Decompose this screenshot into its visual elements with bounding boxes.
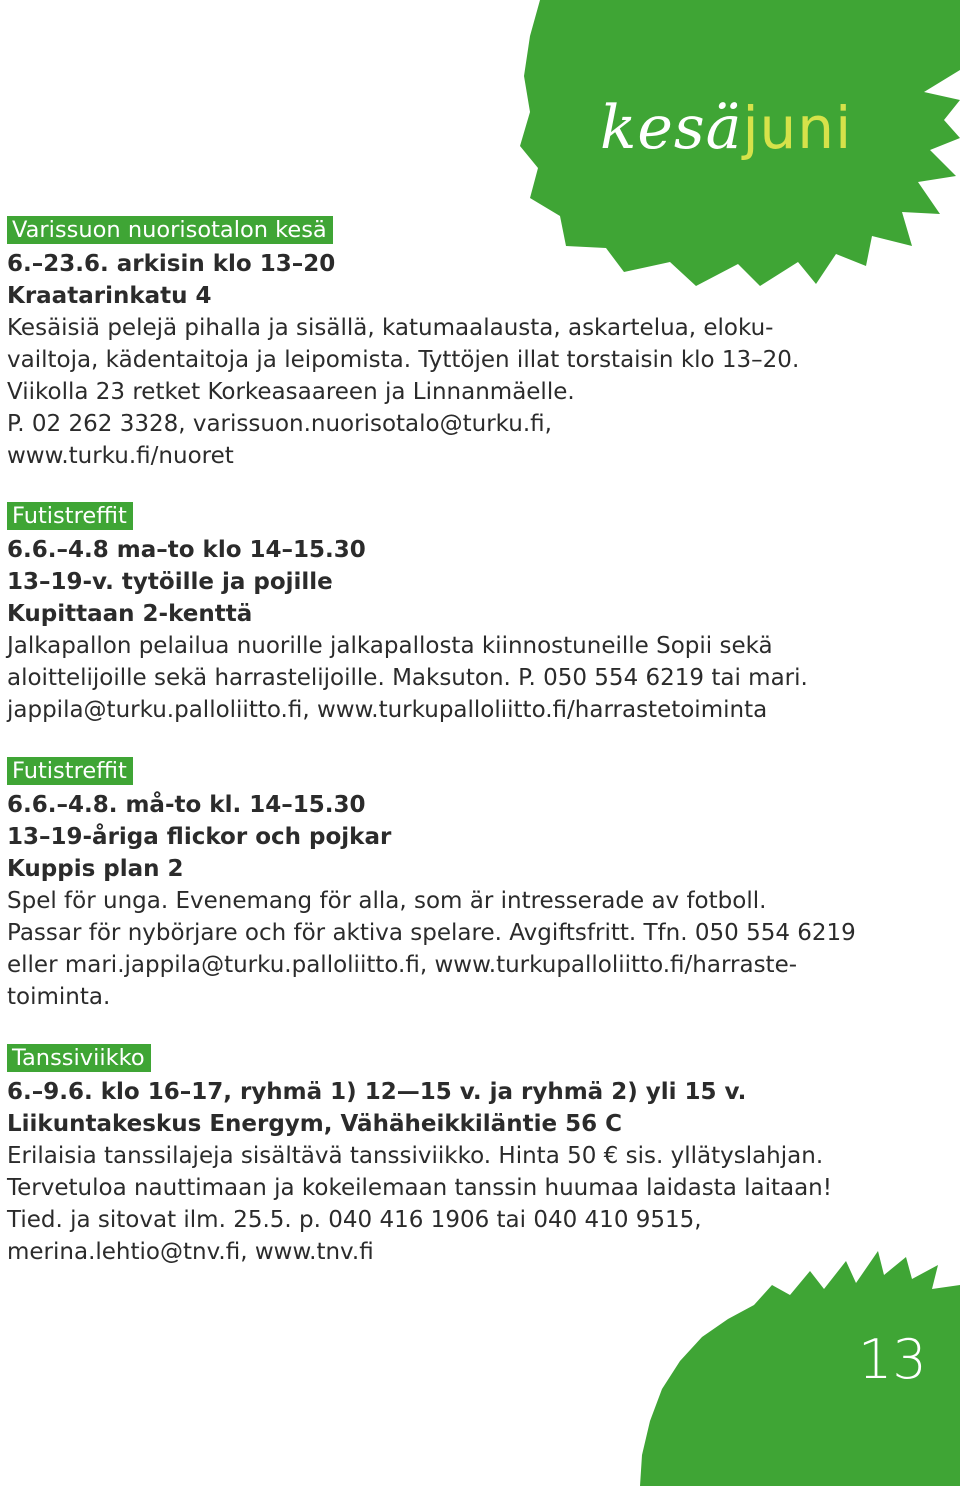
- section-tag: Futistreffit: [7, 757, 133, 785]
- section-tag: Varissuon nuorisotalon kesä: [7, 216, 333, 244]
- page-number: 13: [858, 1328, 927, 1391]
- brand-kesa: kesä: [600, 93, 743, 163]
- event-date: 6.6.–4.8. må-to kl. 14–15.30: [7, 792, 366, 818]
- event-date: 6.–9.6. klo 16–17, ryhmä 1) 12—15 v. ja ryhmä 2) yli 15 v.: [7, 1079, 747, 1105]
- event-location: Kupittaan 2-kenttä: [7, 601, 253, 627]
- event-date: 6.–23.6. arkisin klo 13–20: [7, 251, 336, 277]
- event-tanssiviikko: [7, 1044, 887, 1268]
- event-date: 6.6.–4.8 ma–to klo 14–15.30: [7, 537, 366, 563]
- event-description: Viikolla 23 retket Korkeasaareen ja Linnanmäelle.: [7, 379, 575, 405]
- event-location: Kuppis plan 2: [7, 856, 184, 882]
- event-description: Kesäisiä pelejä pihalla ja sisällä, katumaalausta, askartelua, eloku-: [7, 315, 774, 341]
- event-location: Liikuntakeskus Energym, Vähäheikkiläntie 56 C: [7, 1111, 622, 1137]
- section-tag: Tanssiviikko: [7, 1044, 151, 1072]
- section-tag: Futistreffit: [7, 502, 133, 530]
- event-futistreffit-sv: [7, 757, 887, 1013]
- event-contact: Tied. ja sitovat ilm. 25.5. p. 040 416 1906 tai 040 410 9515,: [7, 1207, 702, 1233]
- event-audience: 13–19-åriga flickor och pojkar: [7, 824, 392, 850]
- event-description: aloittelijoille sekä harrastelijoille. Maksuton. P. 050 554 6219 tai mari.: [7, 665, 808, 691]
- event-contact: www.turku.fi/nuoret: [7, 443, 234, 469]
- event-futistreffit-fi: [7, 502, 887, 726]
- event-contact: toiminta.: [7, 984, 111, 1010]
- event-location: Kraatarinkatu 4: [7, 283, 212, 309]
- event-audience: 13–19-v. tytöille ja pojille: [7, 569, 333, 595]
- brand-juni: juni: [742, 94, 853, 162]
- event-varissuon: [7, 216, 887, 472]
- event-description: Spel för unga. Evenemang för alla, som är intresserade av fotboll.: [7, 888, 767, 914]
- event-description: Jalkapallon pelailua nuorille jalkapallosta kiinnostuneille Sopii sekä: [7, 633, 773, 659]
- event-contact: jappila@turku.palloliitto.fi, www.turkupalloliitto.fi/harrastetoiminta: [7, 697, 768, 723]
- event-contact: eller mari.jappila@turku.palloliitto.fi, www.turkupalloliitto.fi/harraste-: [7, 952, 798, 978]
- event-contact: P. 02 262 3328, varissuon.nuorisotalo@turku.fi,: [7, 411, 552, 437]
- event-contact: merina.lehtio@tnv.fi, www.tnv.fi: [7, 1239, 374, 1265]
- event-description: vailtoja, kädentaitoja ja leipomista. Tyttöjen illat torstaisin klo 13–20.: [7, 347, 800, 373]
- brand-title: [600, 88, 852, 168]
- event-description: Tervetuloa nauttimaan ja kokeilemaan tanssin huumaa laidasta laitaan!: [7, 1175, 832, 1201]
- event-description: Passar för nybörjare och för aktiva spelare. Avgiftsfritt. Tfn. 050 554 6219: [7, 920, 856, 946]
- event-description: Erilaisia tanssilajeja sisältävä tanssiviikko. Hinta 50 € sis. yllätyslahjan.: [7, 1143, 824, 1169]
